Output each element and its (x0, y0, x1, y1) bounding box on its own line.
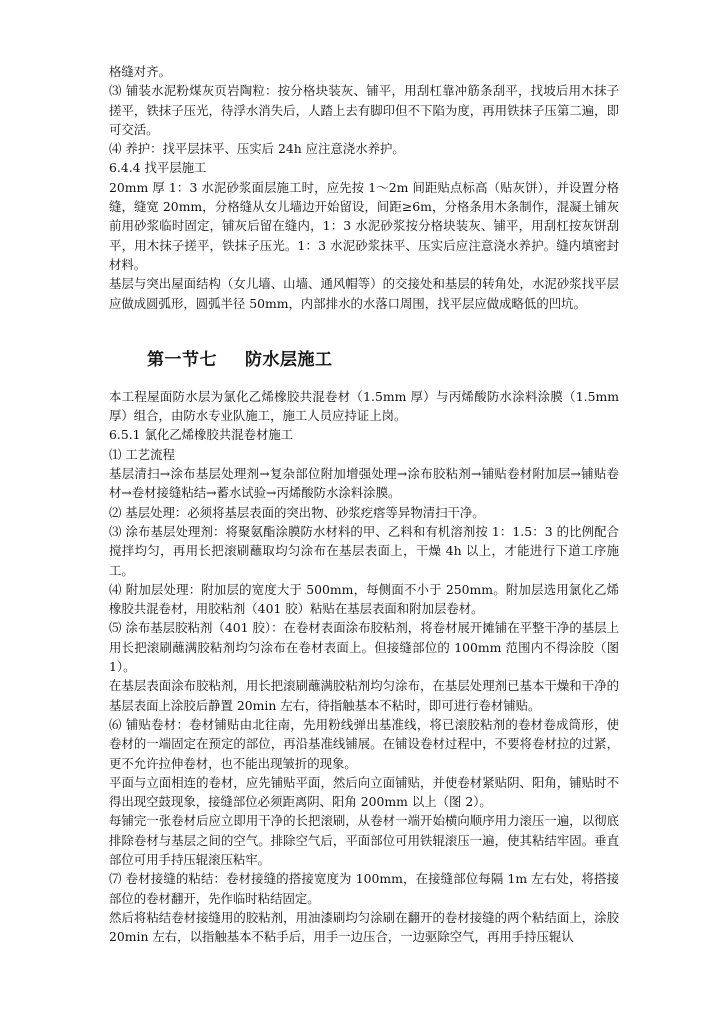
paragraph: ⑶ 铺装水泥粉煤灰页岩陶粒：按分格块装灰、铺平，用刮杠靠冲筋条刮平，找坡后用木抹子搓平，铁抹子压光，待浮水消失后，人踏上去有脚印但不下陷为度，再用铁抹子压第二遍，即可交活。 (109, 83, 619, 137)
list-item: ⑹ 铺贴卷材：卷材铺贴由北往南，先用粉线弹出基准线，将已滚胶粘剂的卷材卷成筒形，使卷材的一端固定在预定的部位，再沿基准线铺展。在铺设卷材过程中，不要将卷材拉的过紧，更不允许拉伸卷材，也不能出现皱折的现象。 (109, 716, 619, 771)
list-item: ⑺ 卷材接缝的粘结：卷材接缝的搭接宽度为 100mm，在接缝部位每隔 1m 左右处，将搭接部位的卷材翻开，先作临时粘结固定。 (109, 871, 619, 906)
paragraph: 平面与立面相连的卷材，应先铺贴平面，然后向立面铺贴，并使卷材紧贴阴、阳角，铺贴时不得出现空鼓现象，接缝部位必须距离阴、阳角 200mm 以上（图 2）。 (109, 774, 619, 810)
list-item: ⑷ 附加层处理：附加层的宽度大于 500mm，每侧面不小于 250mm。附加层选用氯化乙烯橡胶共混卷材，用胶粘剂（401 胶）粘贴在基层表面和附加层卷材。 (109, 581, 619, 617)
paragraph: 基层与突出屋面结构（女儿墙、山墙、通风帽等）的交接处和基层的转角处，水泥砂浆找平层应做成圆弧形，圆弧半径 50mm，内部排水的水落口周围，找平层应做成略低的凹坑。 (109, 276, 619, 311)
section-title (147, 349, 619, 371)
paragraph: ⑷ 养护：找平层抹平、压实后 24h 应注意浇水养护。 (109, 141, 405, 157)
paragraph: 每铺完一张卷材后应立即用干净的长把滚刷，从卷材一端开始横向顺序用力滚压一遍，以彻底排除卷材与基层之间的空气。排除空气后，平面部位可用铁辊滚压一遍，使其粘结牢固。垂直部位可用手持压辊滚压粘牢。 (109, 813, 619, 867)
paragraph: 20mm 厚 1：3 水泥砂浆面层施工时，应先按 1～2m 间距贴点标高（贴灰饼），并设置分格缝，缝宽 20mm，分格缝从女儿墙边开始留设，间距≥6m，分格条用木条制作，混凝土铺灰前用砂浆临时固定，铺灰后留在缝内，1：3 水泥砂浆按分格块装灰、铺平，用刮杠按灰饼刮平，用木抹子搓平，铁抹子压光。1：3 水泥砂浆抹平、压实后应注意浇水养护。缝内填密封材料。 (109, 179, 619, 272)
paragraph: 在基层表面涂布胶粘剂，用长把滚刷蘸满胶粘剂均匀涂布，在基层处理剂已基本干燥和干净的基层表面上涂胶后静置 20min 左右，待指触基本不粘时，即可进行卷材铺贴。 (109, 678, 619, 713)
paragraph: 基层清扫→涂布基层处理剂→复杂部位附加增强处理→涂布胶粘剂→铺贴卷材附加层→铺贴卷材→卷材接缝粘结→蓄水试验→丙烯酸防水涂料涂膜。 (109, 466, 619, 501)
list-item: ⑴ 工艺流程 (109, 446, 175, 462)
subheading: 6.5.1 氯化乙烯橡胶共混卷材施工 (109, 427, 294, 443)
paragraph: 然后将粘结卷材接缝用的胶粘剂，用油漆刷均匀涂刷在翻开的卷材接缝的两个粘结面上，涂胶 20min 左右，以指触基本不粘手后，用手一边压合，一边驱除空气，再用手持压辊认 (109, 909, 619, 945)
paragraph: 本工程屋面防水层为氯化乙烯橡胶共混卷材（1.5mm 厚）与丙烯酸防水涂料涂膜（1.5mm 厚）组合，由防水专业队施工，施工人员应持证上岗。 (109, 388, 619, 424)
subheading: 6.4.4 找平层施工 (109, 160, 207, 176)
section-title-text: 防水层施工 (245, 349, 333, 370)
section-title-number: 第一节七 (147, 349, 217, 370)
list-item: ⑸ 涂布基层胶粘剂（401 胶）：在卷材表面涂布胶粘剂，将卷材展开摊铺在平整干净的基层上用长把滚刷蘸满胶粘剂均匀涂布在卷材表面上。但接缝部位的 100mm 范围内不得涂胶（图 1）。 (109, 620, 619, 675)
list-item: ⑵ 基层处理：必须将基层表面的突出物、砂浆疙瘩等异物清扫干净。 (109, 504, 485, 520)
document-body (109, 62, 619, 946)
paragraph: 格缝对齐。 (109, 64, 171, 79)
list-item: ⑶ 涂布基层处理剂：将聚氨酯涂膜防水材料的甲、乙料和有机溶剂按 1：1.5：3 的比例配合搅拌均匀，再用长把滚刷蘸取均匀涂布在基层表面上，干燥 4h 以上，才能进行下道工序施工。 (109, 523, 619, 578)
